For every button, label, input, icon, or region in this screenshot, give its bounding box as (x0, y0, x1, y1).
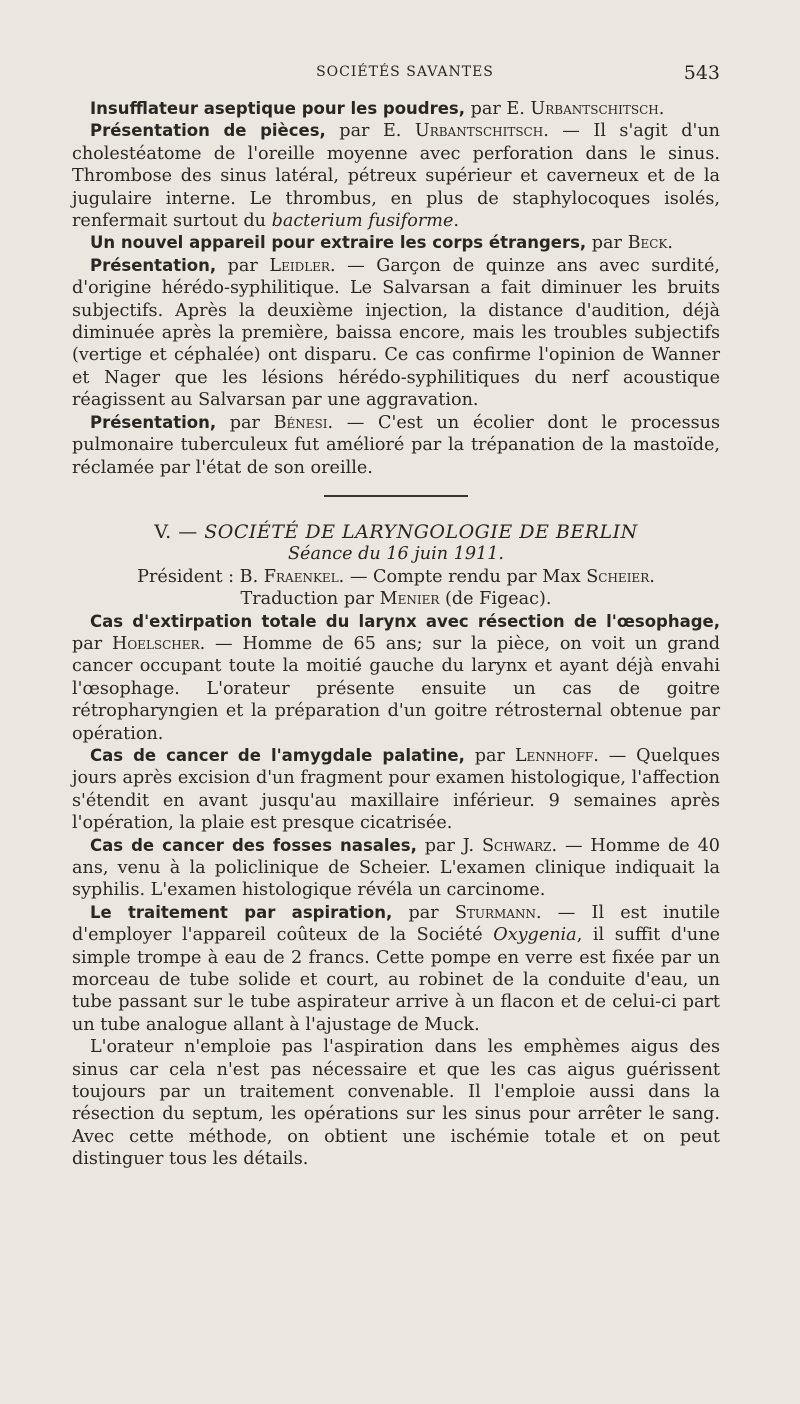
author-name: Beck (627, 233, 668, 254)
paragraph-title: Présentation, (90, 255, 217, 275)
author-name: Leidler (269, 255, 330, 276)
byline: par (216, 255, 270, 276)
paragraph-extirpation-larynx (72, 611, 720, 745)
punctuation: . (667, 233, 673, 254)
paragraph-text: . — Il s'agit d'un cholestéatome de l'oreille moyenne avec perforation dans le sinus. Thrombose des sinus latéral, pétreux supérieur et caverneux et de la jugulaire interne. Le thrombus, en plus de staphylocoques isolés, renfermait surtout du (72, 121, 720, 232)
paragraph-title: Insufflateur aseptique pour les poudres, (90, 99, 466, 118)
paragraph-text: . — C'est un écolier dont le processus pulmonaire tuberculeux fut amélioré par la trépanation de la mastoïde, réclamée par l'état de son oreille. (72, 412, 720, 478)
running-title: SOCIÉTÉS SAVANTES (316, 64, 494, 80)
paragraph-cancer-amygdale (72, 745, 720, 835)
president-line (72, 566, 720, 588)
paragraph-presentation-benesi (72, 412, 720, 479)
punctuation: . (658, 99, 665, 119)
author-name: Bénesi (273, 412, 328, 433)
punctuation: . (649, 566, 655, 587)
paragraph-presentation-leidler (72, 255, 720, 412)
president-name: Fraenkel (263, 566, 339, 587)
page-header (90, 62, 720, 86)
byline: par (216, 412, 274, 433)
italic-term: bacterium fusiforme (271, 211, 454, 232)
author-name: Urbantschitsch (414, 121, 544, 142)
paragraph-corps-etrangers (72, 232, 720, 254)
byline: par (464, 745, 515, 766)
paragraph-text: . — Homme de 65 ans; sur la pièce, on voit un grand cancer occupant toute la moitié gauche du larynx et ayant déjà envahi l'œsophage. L'orateur présente ensuite un cas de goitre rétropharyngien et la préparation d'un goitre rétrosternal obtenue par opération. (72, 633, 720, 744)
italic-term: Oxygenia (493, 925, 577, 946)
paragraph-text: . (453, 211, 459, 232)
paragraph-insufflateur (72, 98, 720, 120)
byline: par (72, 633, 112, 654)
paragraph-cancer-fosses-nasales (72, 835, 720, 902)
translator-name: Menier (379, 589, 440, 610)
paragraph-text: . — Quelques jours après excision d'un fragment pour examen histologique, l'affection s'étendit en avant jusqu'au maxillaire inférieur. 9 semaines après l'opération, la plaie est presque cicatrisée. (72, 745, 721, 834)
paragraph-title: Présentation, (90, 412, 217, 432)
byline: par E. (465, 99, 531, 119)
byline: par (392, 902, 455, 923)
president-label: Président : B. (137, 566, 264, 587)
text-column (72, 98, 720, 1171)
section-divider (324, 495, 468, 497)
paragraph-title: Un nouvel appareil pour extraire les corps étrangers, (90, 233, 587, 253)
session-date: Séance du 16 juin 1911. (287, 544, 504, 565)
byline: par J. (416, 835, 482, 856)
paragraph-text: . — Homme de 40 ans, venu à la policlinique de Scheier. L'examen clinique indiquait la syphilis. L'examen histologique révéla un carcinome. (72, 835, 720, 901)
paragraph-text: . — Il est inutile d'employer l'appareil coûteux de la Société (72, 902, 720, 946)
author-name: Sturmann (454, 902, 536, 923)
author-name: Urbantschitsch (530, 99, 659, 119)
author-name: Schwarz (481, 835, 552, 856)
paragraph-orateur: L'orateur n'emploie pas l'aspiration dans les emphèmes aigus des sinus car cela n'est pas nécessaire et que les cas aigus guérissent toujours par un traitement convenable. Il l'emploie aussi dans la résection du septum, les opérations sur les sinus pour arrêter le sang. Avec cette méthode, on obtient une ischémie totale et on peut distinguer tous les détails. (72, 1037, 720, 1170)
author-name: Hoelscher (112, 633, 200, 654)
section-title: SOCIÉTÉ DE LARYNGOLOGIE DE BERLIN (204, 520, 638, 543)
translation-label: Traduction par (240, 589, 380, 610)
reporter-name: Scheier (586, 566, 650, 587)
paragraph-title: Le traitement par aspiration, (90, 902, 393, 922)
paragraph-presentation-pieces (72, 120, 720, 232)
paragraph-title: Cas de cancer des fosses nasales, (90, 835, 417, 855)
paragraph-title: Cas d'extirpation totale du larynx avec résection de l'œsophage, (90, 611, 720, 631)
report-label: . — Compte rendu par Max (338, 566, 587, 587)
section-number: V. — (154, 520, 205, 543)
paragraph-title: Présentation de pièces, (90, 121, 326, 141)
paragraph-title: Cas de cancer de l'amygdale palatine, (90, 745, 465, 765)
byline: par E. (325, 121, 415, 142)
section-heading (72, 521, 720, 543)
paragraph-text: . — Garçon de quinze ans avec surdité, d'origine hérédo-syphilitique. Le Salvarsan a fait diminuer les bruits subjectifs. Après la deuxième injection, la distance d'audition, déjà diminuée après la première, baissa encore, mais les troubles subjectifs (vertige et céphalée) ont disparu. Ce cas confirme l'opinion de Wanner et Nager que les lésions hérédo-syphilitiques du nerf acoustique réagissent au Salvarsan par une aggravation. (72, 255, 720, 411)
author-name: Lennhoff (514, 745, 594, 766)
translation-origin: (de Figeac). (439, 589, 552, 610)
byline: par (586, 233, 628, 254)
translation-line (72, 588, 720, 610)
page-number: 543 (683, 62, 720, 84)
paragraph-traitement-aspiration (72, 902, 720, 1036)
paragraph-text: , il suffit d'une simple trompe à eau de 2 francs. Cette pompe en verre est fixée par un morceau de tube solide et court, au robinet de la conduite d'eau, un tube passant sur le tube aspirateur arrive à un flacon et de celui-ci part un tube analogue allant à l'ajustage de Muck. (72, 925, 720, 1035)
